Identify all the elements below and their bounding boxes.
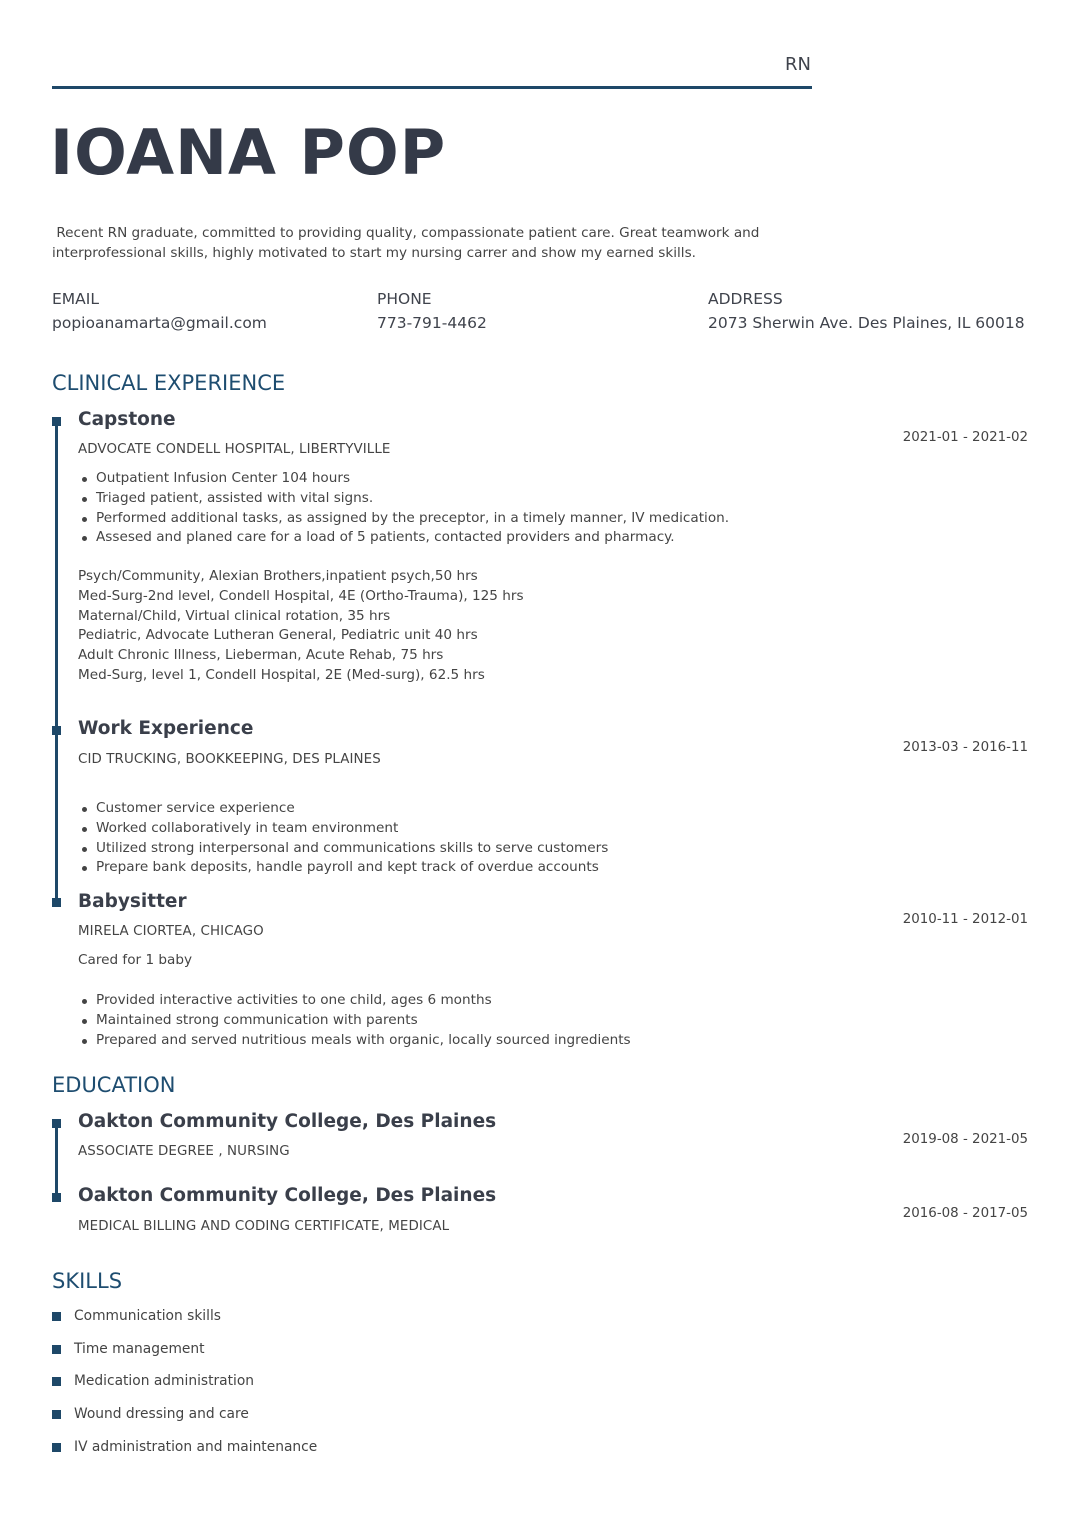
list-item: Performed additional tasks, as assigned by the preceptor, in a timely manner, IV medication. xyxy=(78,509,729,529)
clinical-rotations xyxy=(78,567,524,686)
skills-list xyxy=(52,1306,317,1469)
entry-employer: ADVOCATE CONDELL HOSPITAL, LIBERTYVILLE xyxy=(78,442,391,457)
timeline-marker xyxy=(52,898,61,907)
entry-dates: 2019-08 - 2021-05 xyxy=(902,1132,1028,1147)
rotation-line: Adult Chronic Illness, Lieberman, Acute Rehab, 75 hrs xyxy=(78,647,444,664)
list-item: Worked collaboratively in team environment xyxy=(78,819,608,839)
entry-title: Work Experience xyxy=(78,718,254,739)
entry-degree: ASSOCIATE DEGREE , NURSING xyxy=(78,1144,290,1159)
skill-item: Communication skills xyxy=(52,1306,317,1339)
entry-dates: 2010-11 - 2012-01 xyxy=(902,912,1028,927)
timeline-line xyxy=(55,1122,58,1198)
list-item: Outpatient Infusion Center 104 hours xyxy=(78,469,729,489)
list-item: Provided interactive activities to one child, ages 6 months xyxy=(78,991,631,1011)
section-title-education: EDUCATION xyxy=(52,1073,176,1097)
list-item: Triaged patient, assisted with vital signs. xyxy=(78,489,729,509)
header-divider xyxy=(52,86,812,89)
entry-bullets xyxy=(78,799,608,878)
timeline-marker xyxy=(52,1193,61,1202)
email-label: EMAIL xyxy=(52,290,99,308)
entry-dates: 2021-01 - 2021-02 xyxy=(902,430,1028,445)
entry-degree: MEDICAL BILLING AND CODING CERTIFICATE, MEDICAL xyxy=(78,1219,450,1234)
email-value: popioanamarta@gmail.com xyxy=(52,314,267,332)
phone-label: PHONE xyxy=(377,290,432,308)
contact-phone xyxy=(377,289,487,333)
professional-summary xyxy=(52,224,772,263)
skill-item: Medication administration xyxy=(52,1371,317,1404)
address-label: ADDRESS xyxy=(708,290,783,308)
role-title: RN xyxy=(785,54,811,75)
timeline-marker xyxy=(52,417,61,426)
skill-item: Time management xyxy=(52,1339,317,1372)
section-title-clinical: CLINICAL EXPERIENCE xyxy=(52,371,286,395)
entry-dates: 2016-08 - 2017-05 xyxy=(902,1206,1028,1221)
rotation-line: Maternal/Child, Virtual clinical rotation, 35 hrs xyxy=(78,607,391,624)
list-item: Prepare bank deposits, handle payroll and kept track of overdue accounts xyxy=(78,858,608,878)
list-item: Utilized strong interpersonal and communications skills to serve customers xyxy=(78,839,608,859)
candidate-name: IOANA POP xyxy=(50,116,447,189)
entry-description: Cared for 1 baby xyxy=(78,952,193,968)
list-item: Customer service experience xyxy=(78,799,608,819)
entry-dates: 2013-03 - 2016-11 xyxy=(902,740,1028,755)
entry-employer: CID TRUCKING, BOOKKEEPING, DES PLAINES xyxy=(78,752,381,767)
entry-title: Oakton Community College, Des Plaines xyxy=(78,1111,497,1132)
entry-bullets xyxy=(78,991,631,1050)
timeline-line xyxy=(55,420,58,904)
entry-title: Capstone xyxy=(78,409,176,430)
summary-line: interprofessional skills, highly motivated to start my nursing carrer and show my earned skills. xyxy=(52,244,696,261)
rotation-line: Med-Surg-2nd level, Condell Hospital, 4E (Ortho-Trauma), 125 hrs xyxy=(78,587,524,604)
phone-value: 773-791-4462 xyxy=(377,314,487,332)
address-value: 2073 Sherwin Ave. Des Plaines, IL 60018 xyxy=(708,314,1025,332)
skill-item: IV administration and maintenance xyxy=(52,1437,317,1470)
rotation-line: Pediatric, Advocate Lutheran General, Pediatric unit 40 hrs xyxy=(78,627,478,644)
rotation-line: Med-Surg, level 1, Condell Hospital, 2E (Med-surg), 62.5 hrs xyxy=(78,666,485,683)
rotation-line: Psych/Community, Alexian Brothers,inpatient psych,50 hrs xyxy=(78,568,478,584)
entry-title: Babysitter xyxy=(78,891,187,912)
summary-line: Recent RN graduate, committed to providing quality, compassionate patient care. Great teamwork and xyxy=(52,225,760,241)
list-item: Assesed and planed care for a load of 5 patients, contacted providers and pharmacy. xyxy=(78,528,729,548)
timeline-marker xyxy=(52,1119,61,1128)
skill-item: Wound dressing and care xyxy=(52,1404,317,1437)
timeline-marker xyxy=(52,726,61,735)
list-item: Prepared and served nutritious meals with organic, locally sourced ingredients xyxy=(78,1031,631,1051)
entry-title: Oakton Community College, Des Plaines xyxy=(78,1185,497,1206)
contact-address xyxy=(708,289,1025,333)
entry-bullets xyxy=(78,469,729,548)
section-title-skills: SKILLS xyxy=(52,1269,123,1293)
entry-employer: MIRELA CIORTEA, CHICAGO xyxy=(78,924,264,939)
contact-email xyxy=(52,289,267,333)
list-item: Maintained strong communication with parents xyxy=(78,1011,631,1031)
